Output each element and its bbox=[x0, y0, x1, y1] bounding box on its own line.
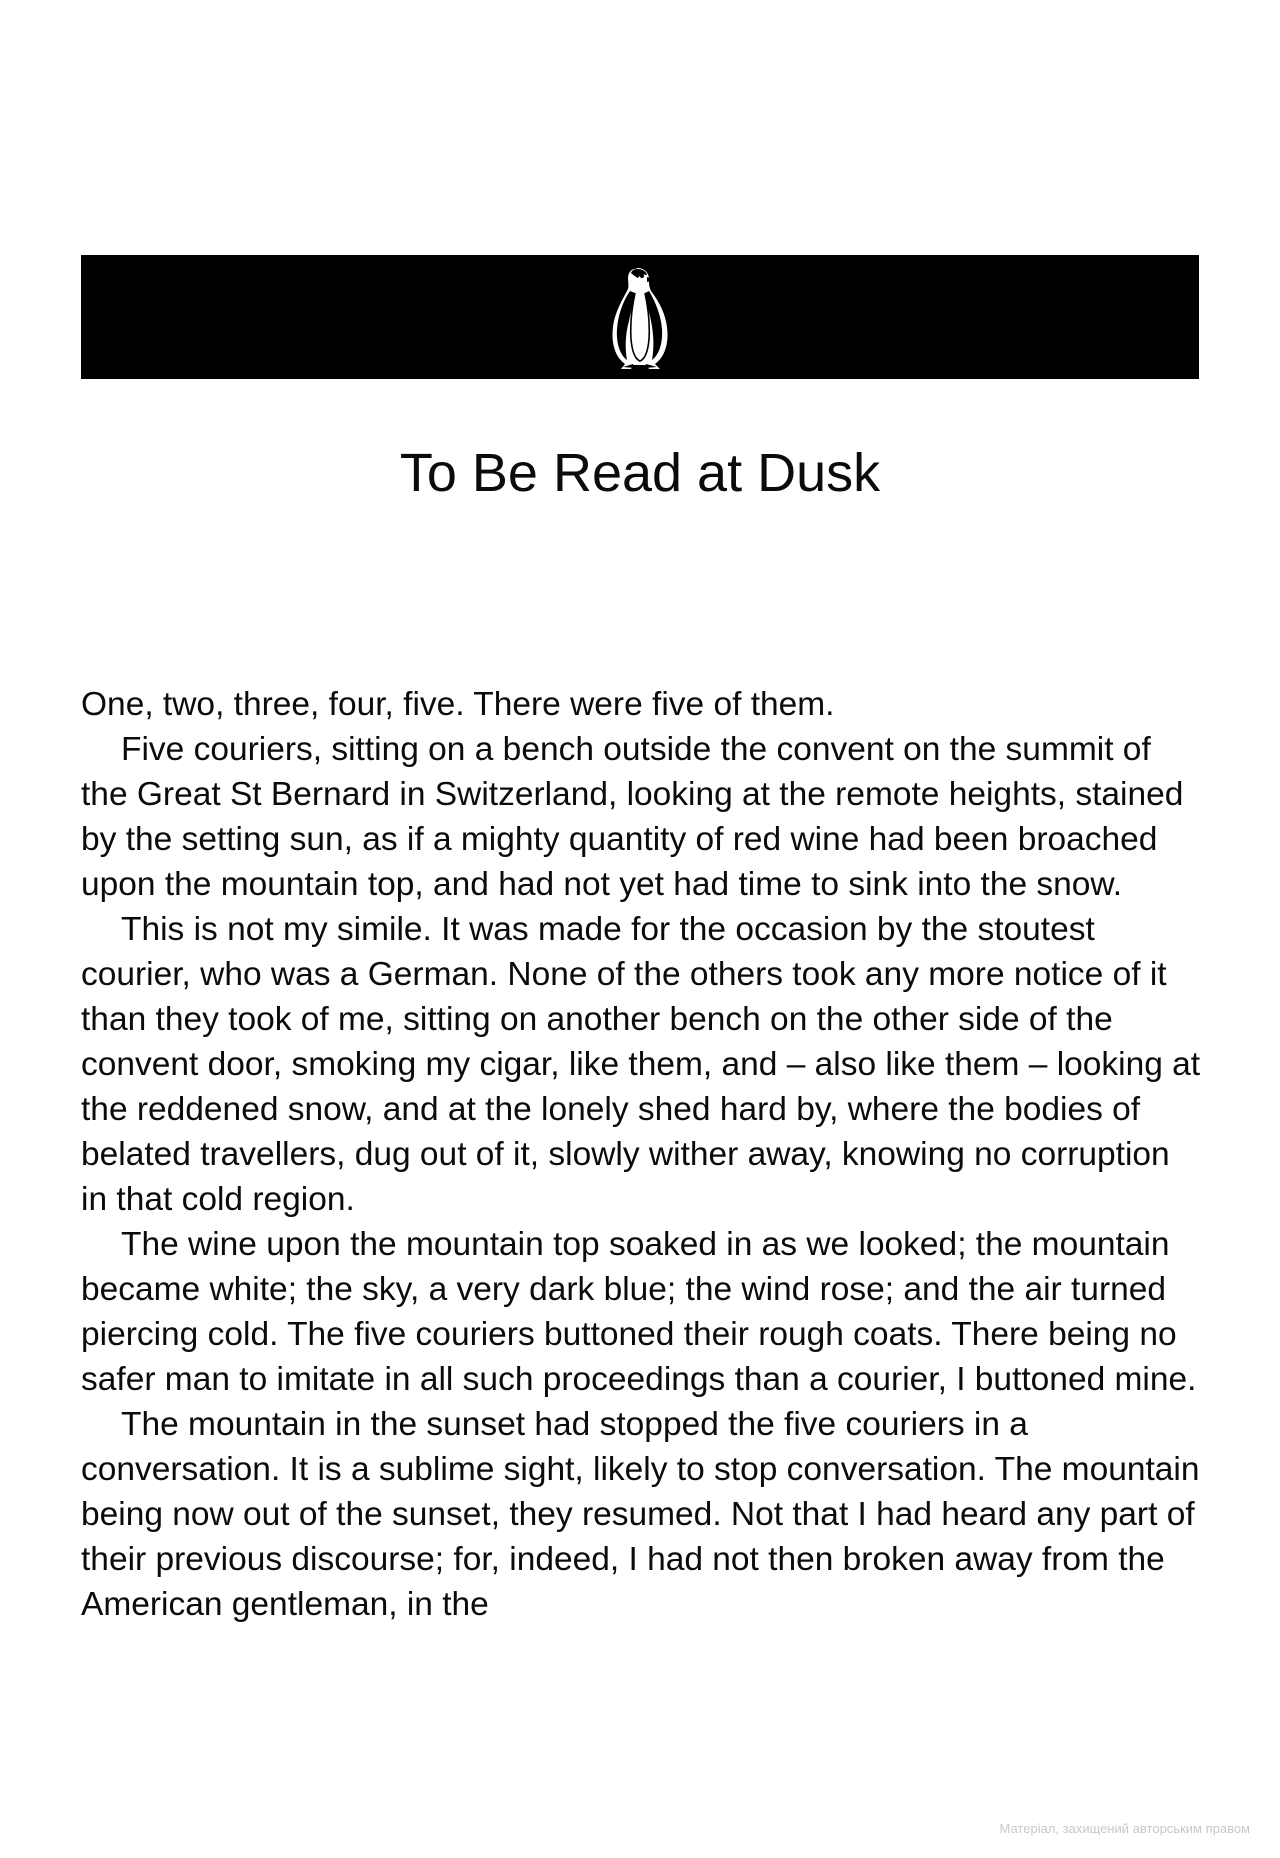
paragraph: One, two, three, four, five. There were five of them. bbox=[81, 686, 835, 723]
copyright-watermark: Матеріал, захищений авторським правом bbox=[999, 1821, 1250, 1836]
chapter-title: To Be Read at Dusk bbox=[399, 443, 881, 503]
penguin-logo-icon bbox=[605, 261, 675, 375]
chapter-body bbox=[81, 682, 1201, 1627]
publisher-banner bbox=[81, 255, 1199, 379]
paragraph: The wine upon the mountain top soaked in as we looked; the mountain became white; the sky, a very dark blue; the wind rose; and the air turned piercing cold. The five couriers buttoned their rough coats. There being no safer man to imitate in all such proceedings than a courier, I buttoned mine. bbox=[81, 1226, 1197, 1398]
paragraph: The mountain in the sunset had stopped the five couriers in a conversation. It is a sublime sight, likely to stop conversation. The mountain being now out of the sunset, they resumed. Not that I had heard any part of their previous discourse; for, indeed, I had not then broken away from the American gentleman, in the bbox=[81, 1406, 1200, 1623]
paragraph: Five couriers, sitting on a bench outside the convent on the summit of the Great St Bernard in Switzerland, looking at the remote heights, stained by the setting sun, as if a mighty quantity of red wine had been broached upon the mountain top, and had not yet had time to sink into the snow. bbox=[81, 731, 1184, 903]
paragraph: This is not my simile. It was made for the occasion by the stoutest courier, who was a German. None of the others took any more notice of it than they took of me, sitting on another bench on the other side of the convent door, smoking my cigar, like them, and – also like them – looking at the reddened snow, and at the lonely shed hard by, where the bodies of belated travellers, dug out of it, slowly wither away, knowing no corruption in that cold region. bbox=[81, 911, 1201, 1218]
